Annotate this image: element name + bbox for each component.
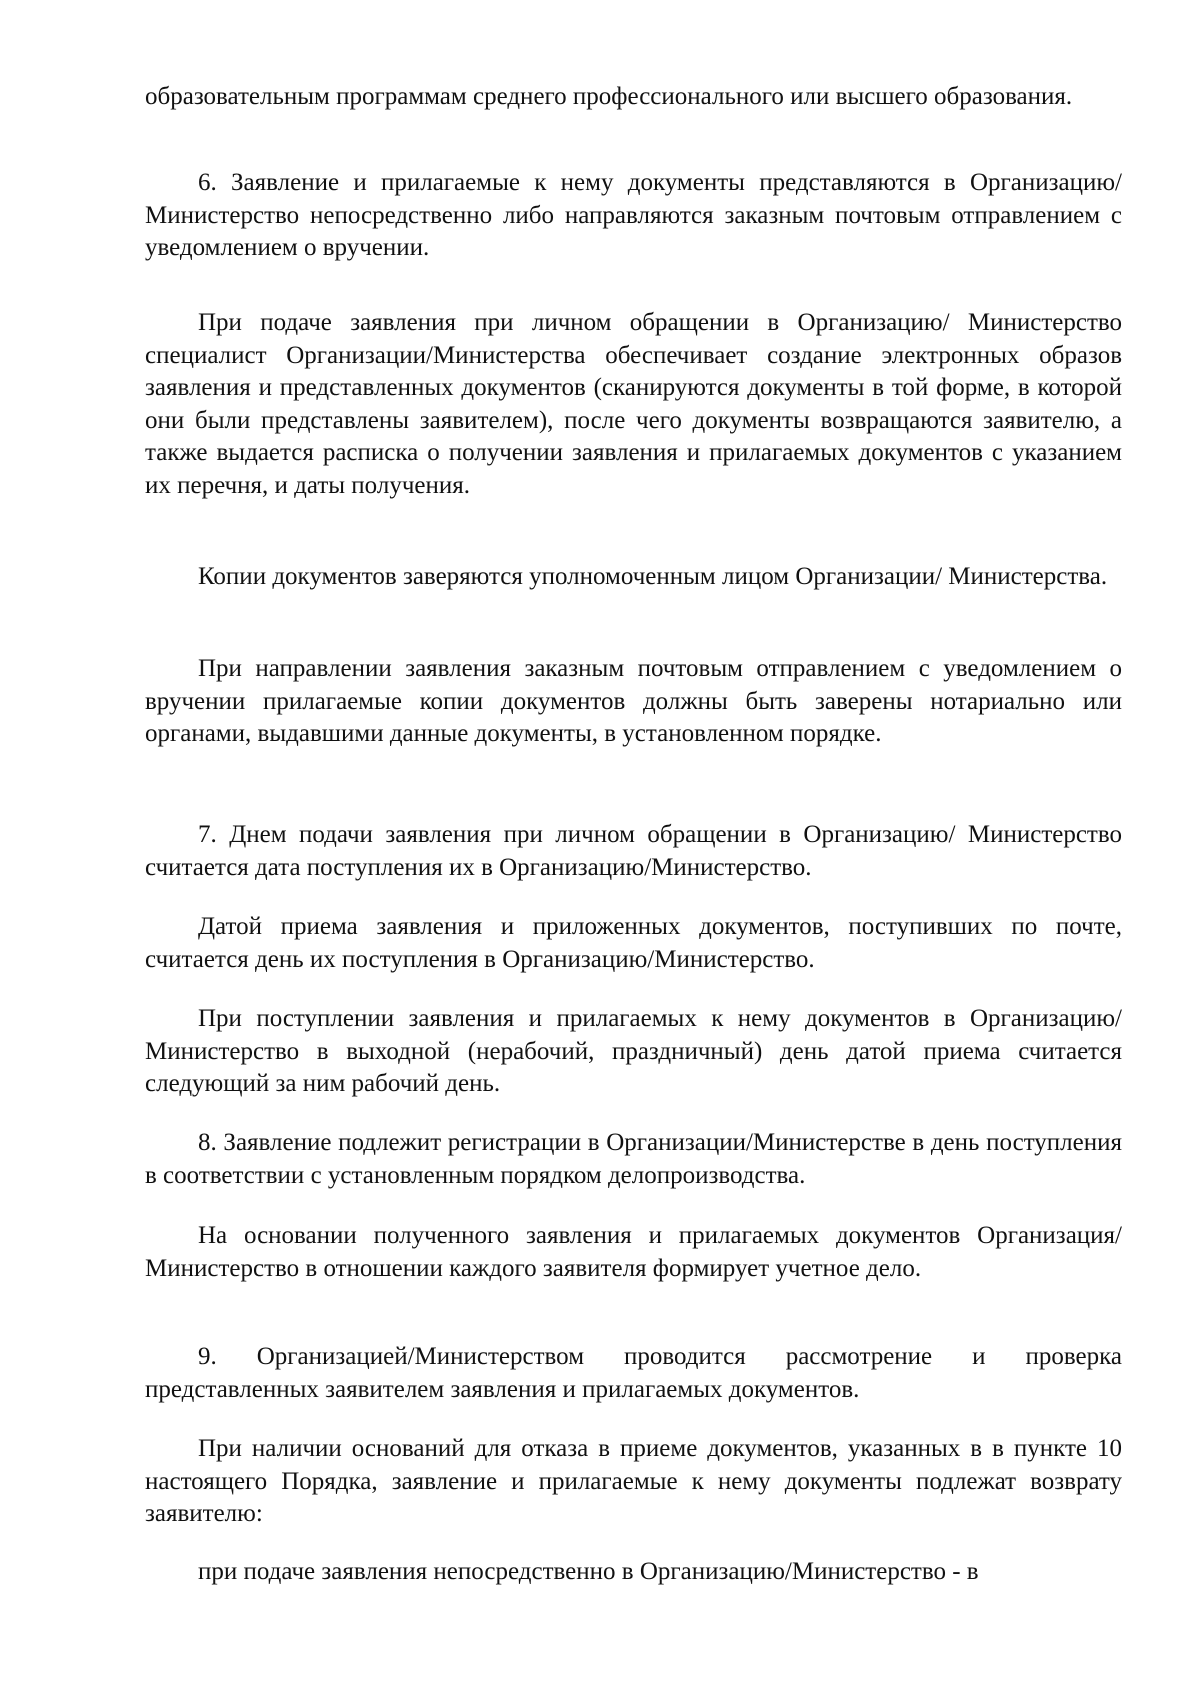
paragraph-mail-receipt-date: Датой приема заявления и приложенных документов, поступивших по почте, считается день их поступления в Организацию/Министерство. bbox=[145, 913, 1122, 973]
paragraph-non-working-day: При поступлении заявления и прилагаемых к нему документов в Организацию/Министерство в выходной (нерабочий, праздничный) день датой приема считается следующий за ним рабочий день. bbox=[145, 1005, 1122, 1097]
paragraph-item-6: 6. Заявление и прилагаемые к нему документы представляются в Организацию/Министерство непосредственно либо направляются заказным почтовым отправлением с уведомлением о вручении. bbox=[145, 169, 1122, 261]
paragraph-record-file: На основании полученного заявления и прилагаемых документов Организация/Министерство в отношении каждого заявителя формирует учетное дело. bbox=[145, 1222, 1122, 1282]
paragraph-item-8: 8. Заявление подлежит регистрации в Организации/Министерстве в день поступления в соответствии с установленным порядком делопроизводства. bbox=[145, 1129, 1122, 1189]
paragraph-direct-submission: при подаче заявления непосредственно в Организацию/Министерство - в bbox=[198, 1558, 979, 1585]
paragraph-item-9: 9. Организацией/Министерством проводится рассмотрение и проверка представленных заявителем заявления и прилагаемых документов. bbox=[145, 1343, 1122, 1403]
paragraph-refusal-grounds: При наличии оснований для отказа в приеме документов, указанных в в пункте 10 настоящего Порядка, заявление и прилагаемые к нему документы подлежат возврату заявителю: bbox=[145, 1435, 1122, 1527]
paragraph-item-7: 7. Днем подачи заявления при личном обращении в Организацию/ Министерство считается дата поступления их в Организацию/Министерство. bbox=[145, 821, 1122, 881]
paragraph-mail-submission: При направлении заявления заказным почтовым отправлением с уведомлением о вручении прилагаемые копии документов должны быть заверены нотариально или органами, выдавшими данные документы, в установленном порядке. bbox=[145, 655, 1122, 747]
paragraph-continuation: образовательным программам среднего профессионального или высшего образования. bbox=[145, 83, 1073, 110]
paragraph-personal-submission: При подаче заявления при личном обращении в Организацию/ Министерство специалист Организации/Министерства обеспечивает создание электронных образов заявления и представленных документов (сканируются документы в той форме, в которой они были представлены заявителем), после чего документы возвращаются заявителю, а также выдается расписка о получении заявления и прилагаемых документов с указанием их перечня, и даты получения. bbox=[145, 309, 1122, 499]
paragraph-copies-certification: Копии документов заверяются уполномоченным лицом Организации/ Министерства. bbox=[198, 563, 1108, 590]
